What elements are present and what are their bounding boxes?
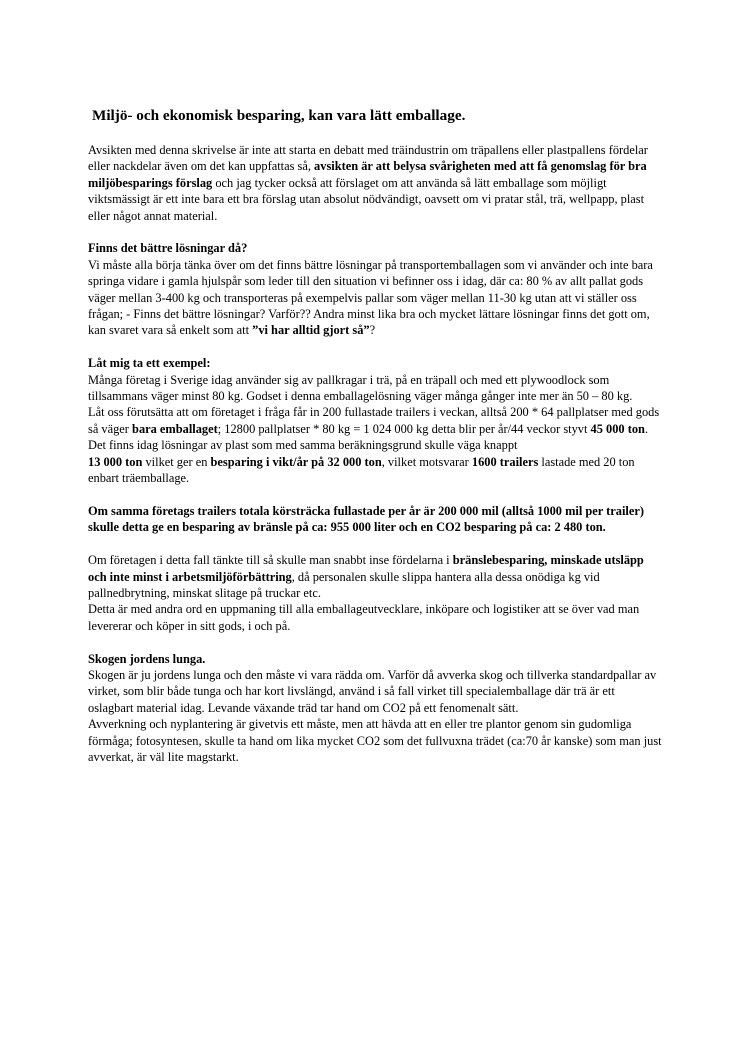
section-2-paragraph-2 — [88, 404, 663, 437]
section-2-p3-bold-2: besparing i vikt/år på 32 000 ton — [210, 454, 382, 469]
section-2-p2-text-3: . — [644, 421, 649, 436]
section-4-heading: Skogen jordens lunga. — [88, 651, 206, 666]
section-2-p3-text-2: vilket ger en — [142, 454, 211, 469]
intro-paragraph — [88, 142, 663, 224]
section-2-p2-bold-2: 45 000 ton — [590, 421, 645, 436]
section-2 — [88, 355, 663, 486]
section-2-p3-bold-1: 13 000 ton — [88, 454, 143, 469]
section-2-p2-bold-1: bara emballaget — [132, 421, 218, 436]
intro-text-1: Avsikten med denna skrivelse är inte att starta en debatt med träindustrin om träpallens eller plastpallens fördelar eller nackdelar även om det kan uppfattas så, — [88, 143, 648, 174]
section-2-heading: Låt mig ta ett exempel: — [88, 356, 211, 371]
section-2-paragraph-1: Många företag i Sverige idag använder sig av pallkragar i trä, på en träpall och med ett plywoodlock som tillsammans väger minst 80 kg. Godset i denna emballagelösning väger många gånger inte mer än 50 – 80 kg. — [88, 372, 633, 404]
section-3 — [88, 552, 663, 634]
section-2-p2-text-2: ; 12800 pallplatser * 80 kg = 1 024 000 kg detta blir per år/44 veckor styvt — [217, 421, 591, 436]
document-title: Miljö- och ekonomisk besparing, kan vara lätt emballage. — [92, 107, 466, 124]
section-1 — [88, 240, 663, 338]
section-2-p3-text-1: Det finns idag lösningar av plast som med samma beräkningsgrund skulle väga knappt — [88, 438, 518, 453]
section-1-text-2: ? — [369, 323, 376, 338]
section-4-paragraph-2: Avverkning och nyplantering är givetvis ett måste, men att hävda att en eller tre plantor genom sin gudomliga förmåga; fotosyntesen, skulle ta hand om lika mycket CO2 som det fullvuxna trädet (ca:70 år kanske) som man just avverkat, är väl lite magstarkt. — [88, 717, 662, 764]
document-page — [88, 106, 663, 765]
section-1-text-1: Vi måste alla börja tänka över om det finns bättre lösningar på transportemballagen som vi använder och inte bara springa vidare i gamla hjulspår som leder till den situation vi befinner oss i idag, där ca: 80 % av allt pallat gods väger mellan 3-400 kg och transporteras på exempelvis pallar som väger mellan 11-30 kg utan att vi ställer oss frågan; - Finns det bättre lösningar? Varför?? Andra minst lika bra och mycket lättare lösningar finns det gott om, kan svaret vara så enkelt som att — [88, 257, 653, 338]
section-2-p3-bold-3: 1600 trailers — [471, 454, 539, 469]
section-3-p1-bold-1: bränslebesparing, minskade utsläpp och inte minst i arbetsmiljöförbättring — [88, 553, 644, 584]
section-4-paragraph-1: Skogen är ju jordens lunga och den måste vi vara rädda om. Varför då avverka skog och tillverka standardpallar av virket, som blir både tunga och har kort livslängd, använd i så fall virket till specialemballage där trä är ett oslagbart material idag. Levande växande träd tar hand om CO2 på ett fenomenalt sätt. — [88, 667, 657, 715]
section-4 — [88, 651, 663, 766]
summary-paragraph: Om samma företags trailers totala körsträcka fullastade per år är 200 000 mil (alltså 1000 mil per trailer) skulle detta ge en besparing av bränsle på ca: 955 000 liter och en CO2 besparing på ca: 2 480 ton. — [88, 503, 644, 535]
section-3-paragraph-2: Detta är med andra ord en uppmaning till alla emballageutvecklare, inköpare och logistiker att se över vad man levererar och köper in sitt gods, i och på. — [88, 602, 640, 633]
section-3-p1-text-2: , då personalen skulle slippa hantera alla dessa onödiga kg vid pallnedbrytning, minskat slitage på truckar etc. — [88, 569, 600, 600]
intro-bold-1: avsikten är att belysa svårigheten med att få genomslag för bra miljöbesparings förslag — [88, 159, 647, 190]
section-2-paragraph-3 — [88, 437, 663, 486]
intro-text-2: och jag tycker också att förslaget om att använda så lätt emballage som möjligt viktsmässigt är ett inte bara ett bra förslag utan absolut nödvändigt, oavsett om vi pratar stål, trä, wellpapp, plast eller något annat material. — [88, 175, 645, 223]
section-3-p1-text-1: Om företagen i detta fall tänkte till så skulle man snabbt inse fördelarna i — [88, 553, 453, 568]
section-3-paragraph-1 — [88, 552, 663, 601]
section-2-p2-text-1: Låt oss förutsätta att om företaget i fråga får in 200 fullastade trailers i veckan, alltså 200 * 64 pallplatser med gods så väger — [88, 405, 660, 436]
section-2-p3-text-3: , vilket motsvarar — [381, 454, 472, 469]
section-2-p3-text-4: lastade med 20 ton enbart träemballage. — [88, 454, 635, 486]
section-1-heading: Finns det bättre lösningar då? — [88, 241, 248, 256]
section-1-bold-1: ”vi har alltid gjort så” — [252, 323, 370, 338]
